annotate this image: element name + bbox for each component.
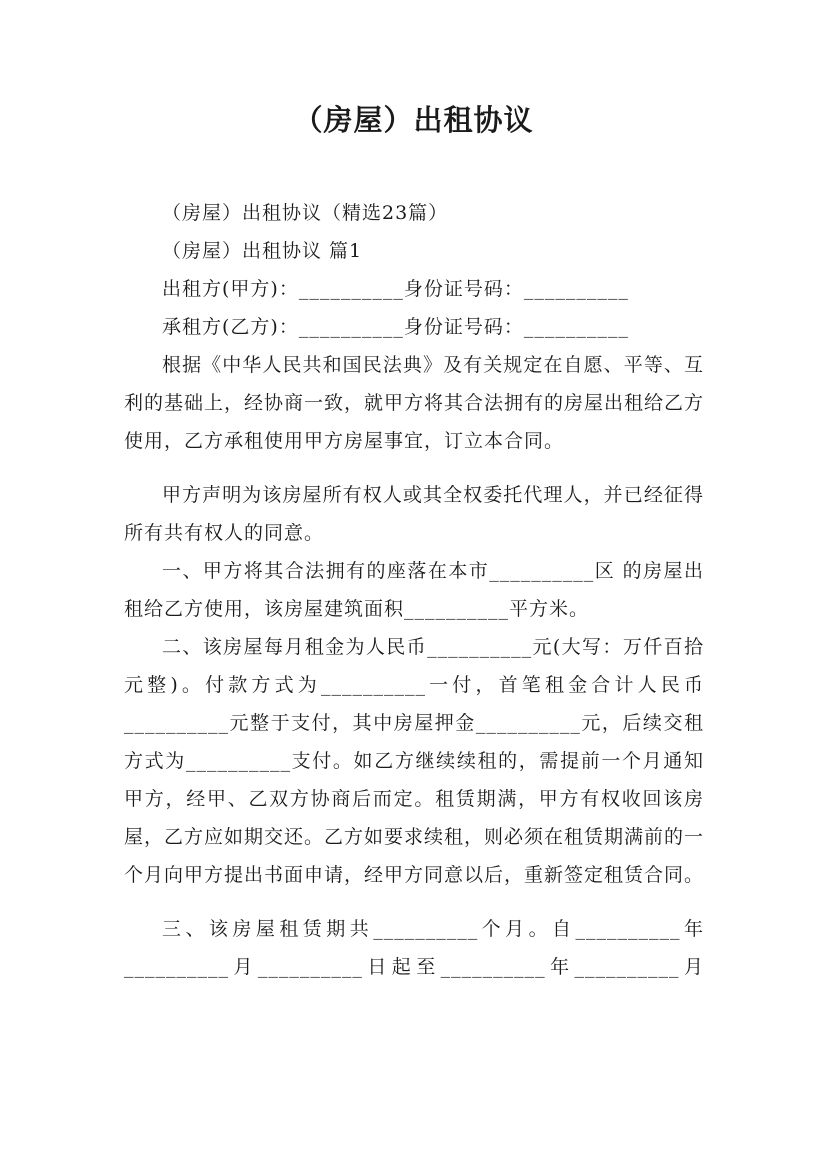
paragraph-declaration: 甲方声明为该房屋所有权人或其全权委托代理人，并已经征得所有共有权人的同意。 (124, 484, 704, 544)
paragraph-lessor: 出租方(甲方)：__________身份证号码：__________ (162, 278, 629, 300)
paragraph-section-heading: （房屋）出租协议 篇1 (162, 240, 363, 262)
paragraph-preamble: 根据《中华人民共和国民法典》及有关规定在自愿、平等、互利的基础上，经协商一致，就甲方将其合法拥有的房屋出租给乙方使用，乙方承租使用甲方房屋事宜，订立本合同。 (124, 354, 705, 452)
paragraph-gap (124, 460, 704, 476)
paragraph-subtitle: （房屋）出租协议（精选23篇） (162, 202, 449, 224)
paragraph-lessee: 承租方(乙方)：__________身份证号码：__________ (162, 316, 629, 338)
document-title: （房屋）出租协议 (293, 103, 534, 137)
clause-3: 三、该房屋租赁期共__________个月。自__________年__________月__________日起至__________年__________月 (124, 918, 704, 978)
clause-2: 二、该房屋每月租金为人民币__________元(大写：万仟百拾元整)。付款方式为__________一付，首笔租金合计人民币__________元整于支付，其中房屋押金__________元，后续交租方式为__________支付。如乙方继续续租的，需提前一个月通知甲方，经甲、乙双方协商后而定。租赁期满，甲方有权收回该房屋，乙方应如期交还。乙方如要求续租，则必须在租赁期满前的一个月向甲方提出书面申请，经甲方同意以后，重新签定租赁合同。 (124, 636, 705, 886)
paragraph-gap (124, 894, 704, 910)
clause-1: 一、甲方将其合法拥有的座落在本市__________区 的房屋出租给乙方使用，该房屋建筑面积__________平方米。 (124, 560, 704, 620)
document-body (124, 194, 704, 986)
